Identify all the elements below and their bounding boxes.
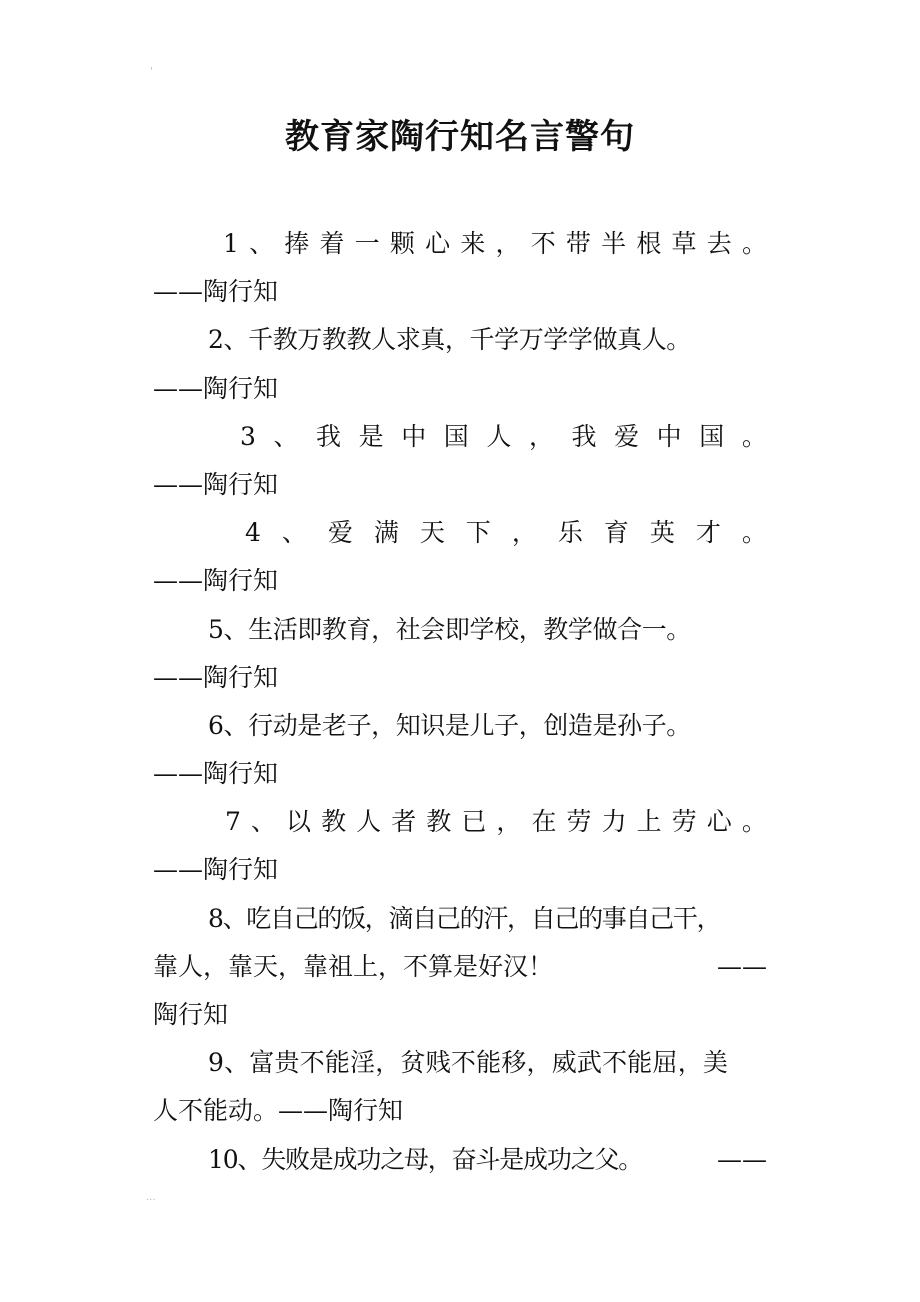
quote-6-line: 6、行动是老子，知识是儿子，创造是孙子。 (208, 710, 691, 740)
q3-char: 是 (358, 421, 384, 451)
q1-char: 根 (636, 229, 662, 258)
q7-char: 劳 (671, 807, 697, 837)
q3-char: 国 (443, 421, 469, 451)
quote-7-attribution: ——陶行知 (153, 855, 279, 885)
quote-8-line-2 (153, 943, 767, 991)
q7-char: 人 (356, 807, 382, 837)
q7-char: 力 (601, 807, 627, 837)
quote-8-attribution: 陶行知 (153, 1000, 229, 1029)
q4-char: 4 (245, 518, 261, 548)
quote-4-line (153, 509, 767, 557)
quote-2-line: 2、千教万教教人求真，千学万学学做真人。 (208, 325, 691, 355)
quote-6-attribution: ——陶行知 (153, 759, 279, 789)
q4-char: 满 (373, 518, 399, 548)
q4-char: ， (511, 518, 537, 548)
q7-char: 教 (426, 807, 452, 837)
q4-char: 爱 (327, 518, 353, 548)
q7-char: 。 (741, 807, 767, 837)
quote-1-attribution: ——陶行知 (153, 277, 279, 307)
q3-char: ， (528, 421, 554, 451)
quote-4-attribution: ——陶行知 (153, 566, 279, 596)
q4-char: 乐 (557, 518, 583, 548)
quote-2-attribution: ——陶行知 (153, 373, 279, 403)
q4-char: 下 (465, 518, 491, 548)
quote-1-line (153, 220, 767, 268)
q3-char: 中 (401, 421, 427, 451)
q1-char: 半 (601, 229, 627, 258)
q7-char: 已 (461, 807, 487, 837)
q1-char: 一 (354, 229, 380, 258)
quote-9-line-2: 人不能动。——陶行知 (153, 1096, 404, 1126)
q7-char: 者 (391, 807, 417, 837)
q1-char: 来 (460, 229, 486, 258)
document-title: 教育家陶行知名言警句 (285, 117, 635, 157)
q1-char: 心 (425, 229, 451, 258)
quote-9-line-1: 9、富贵不能淫，贫贱不能移，威武不能屈，美 (208, 1048, 729, 1078)
q1-char: 。 (741, 229, 767, 258)
q1-char: 带 (565, 229, 591, 258)
q1-char: 着 (319, 229, 345, 258)
q4-char: 天 (419, 518, 445, 548)
quote-8-line-2-dash: —— (717, 951, 767, 981)
quote-10-text: 10、失败是成功之母，奋斗是成功之父。 (208, 1144, 643, 1174)
q3-char: 人 (486, 421, 512, 451)
q4-char: 才 (695, 518, 721, 548)
quote-10-dash: —— (717, 1144, 767, 1174)
q7-char: 上 (636, 807, 662, 837)
q3-char: 3 (240, 421, 256, 451)
quote-8-line-1: 8、吃自己的饭，滴自己的汗，自己的事自己干， (208, 903, 721, 933)
quote-8-line-2-text: 靠人，靠天，靠祖上，不算是好汉！ (153, 951, 554, 981)
q3-char: 。 (741, 421, 767, 451)
q3-char: 中 (656, 421, 682, 451)
q4-char: 英 (649, 518, 675, 548)
q1-char: 、 (249, 229, 275, 258)
q7-char: 7 (225, 807, 241, 837)
quote-5-line: 5、生活即教育，社会即学校，教学做合一。 (208, 614, 691, 644)
q3-char: 我 (571, 421, 597, 451)
q1-char: 颗 (389, 229, 415, 258)
quote-list (153, 220, 767, 1184)
q1-char: 不 (530, 229, 556, 258)
q4-char: 、 (281, 518, 307, 548)
q1-char: 去 (706, 229, 732, 258)
quote-10-line (153, 1136, 767, 1184)
q3-char: 爱 (614, 421, 640, 451)
quote-5-attribution: ——陶行知 (153, 662, 279, 692)
q7-char: 、 (250, 807, 276, 837)
q7-char: ， (496, 807, 522, 837)
q4-char: 。 (741, 518, 767, 548)
quote-3-attribution: ——陶行知 (153, 469, 279, 499)
q1-char: 捧 (284, 229, 310, 258)
quote-3-line (153, 413, 767, 461)
q7-char: 在 (531, 807, 557, 837)
q7-char: 劳 (566, 807, 592, 837)
quote-7-line (153, 798, 767, 846)
q7-char: 以 (286, 807, 312, 837)
scan-mark-bottom: ... (146, 1192, 156, 1203)
q7-char: 心 (706, 807, 732, 837)
q1-char: ， (495, 229, 521, 258)
q1-char: 草 (671, 229, 697, 258)
q3-char: 、 (273, 421, 299, 451)
q3-char: 国 (699, 421, 725, 451)
scan-mark-top: ' (150, 66, 153, 77)
q3-char: 我 (316, 421, 342, 451)
q7-char: 教 (321, 807, 347, 837)
q1-char: 1 (223, 229, 239, 258)
q4-char: 育 (603, 518, 629, 548)
